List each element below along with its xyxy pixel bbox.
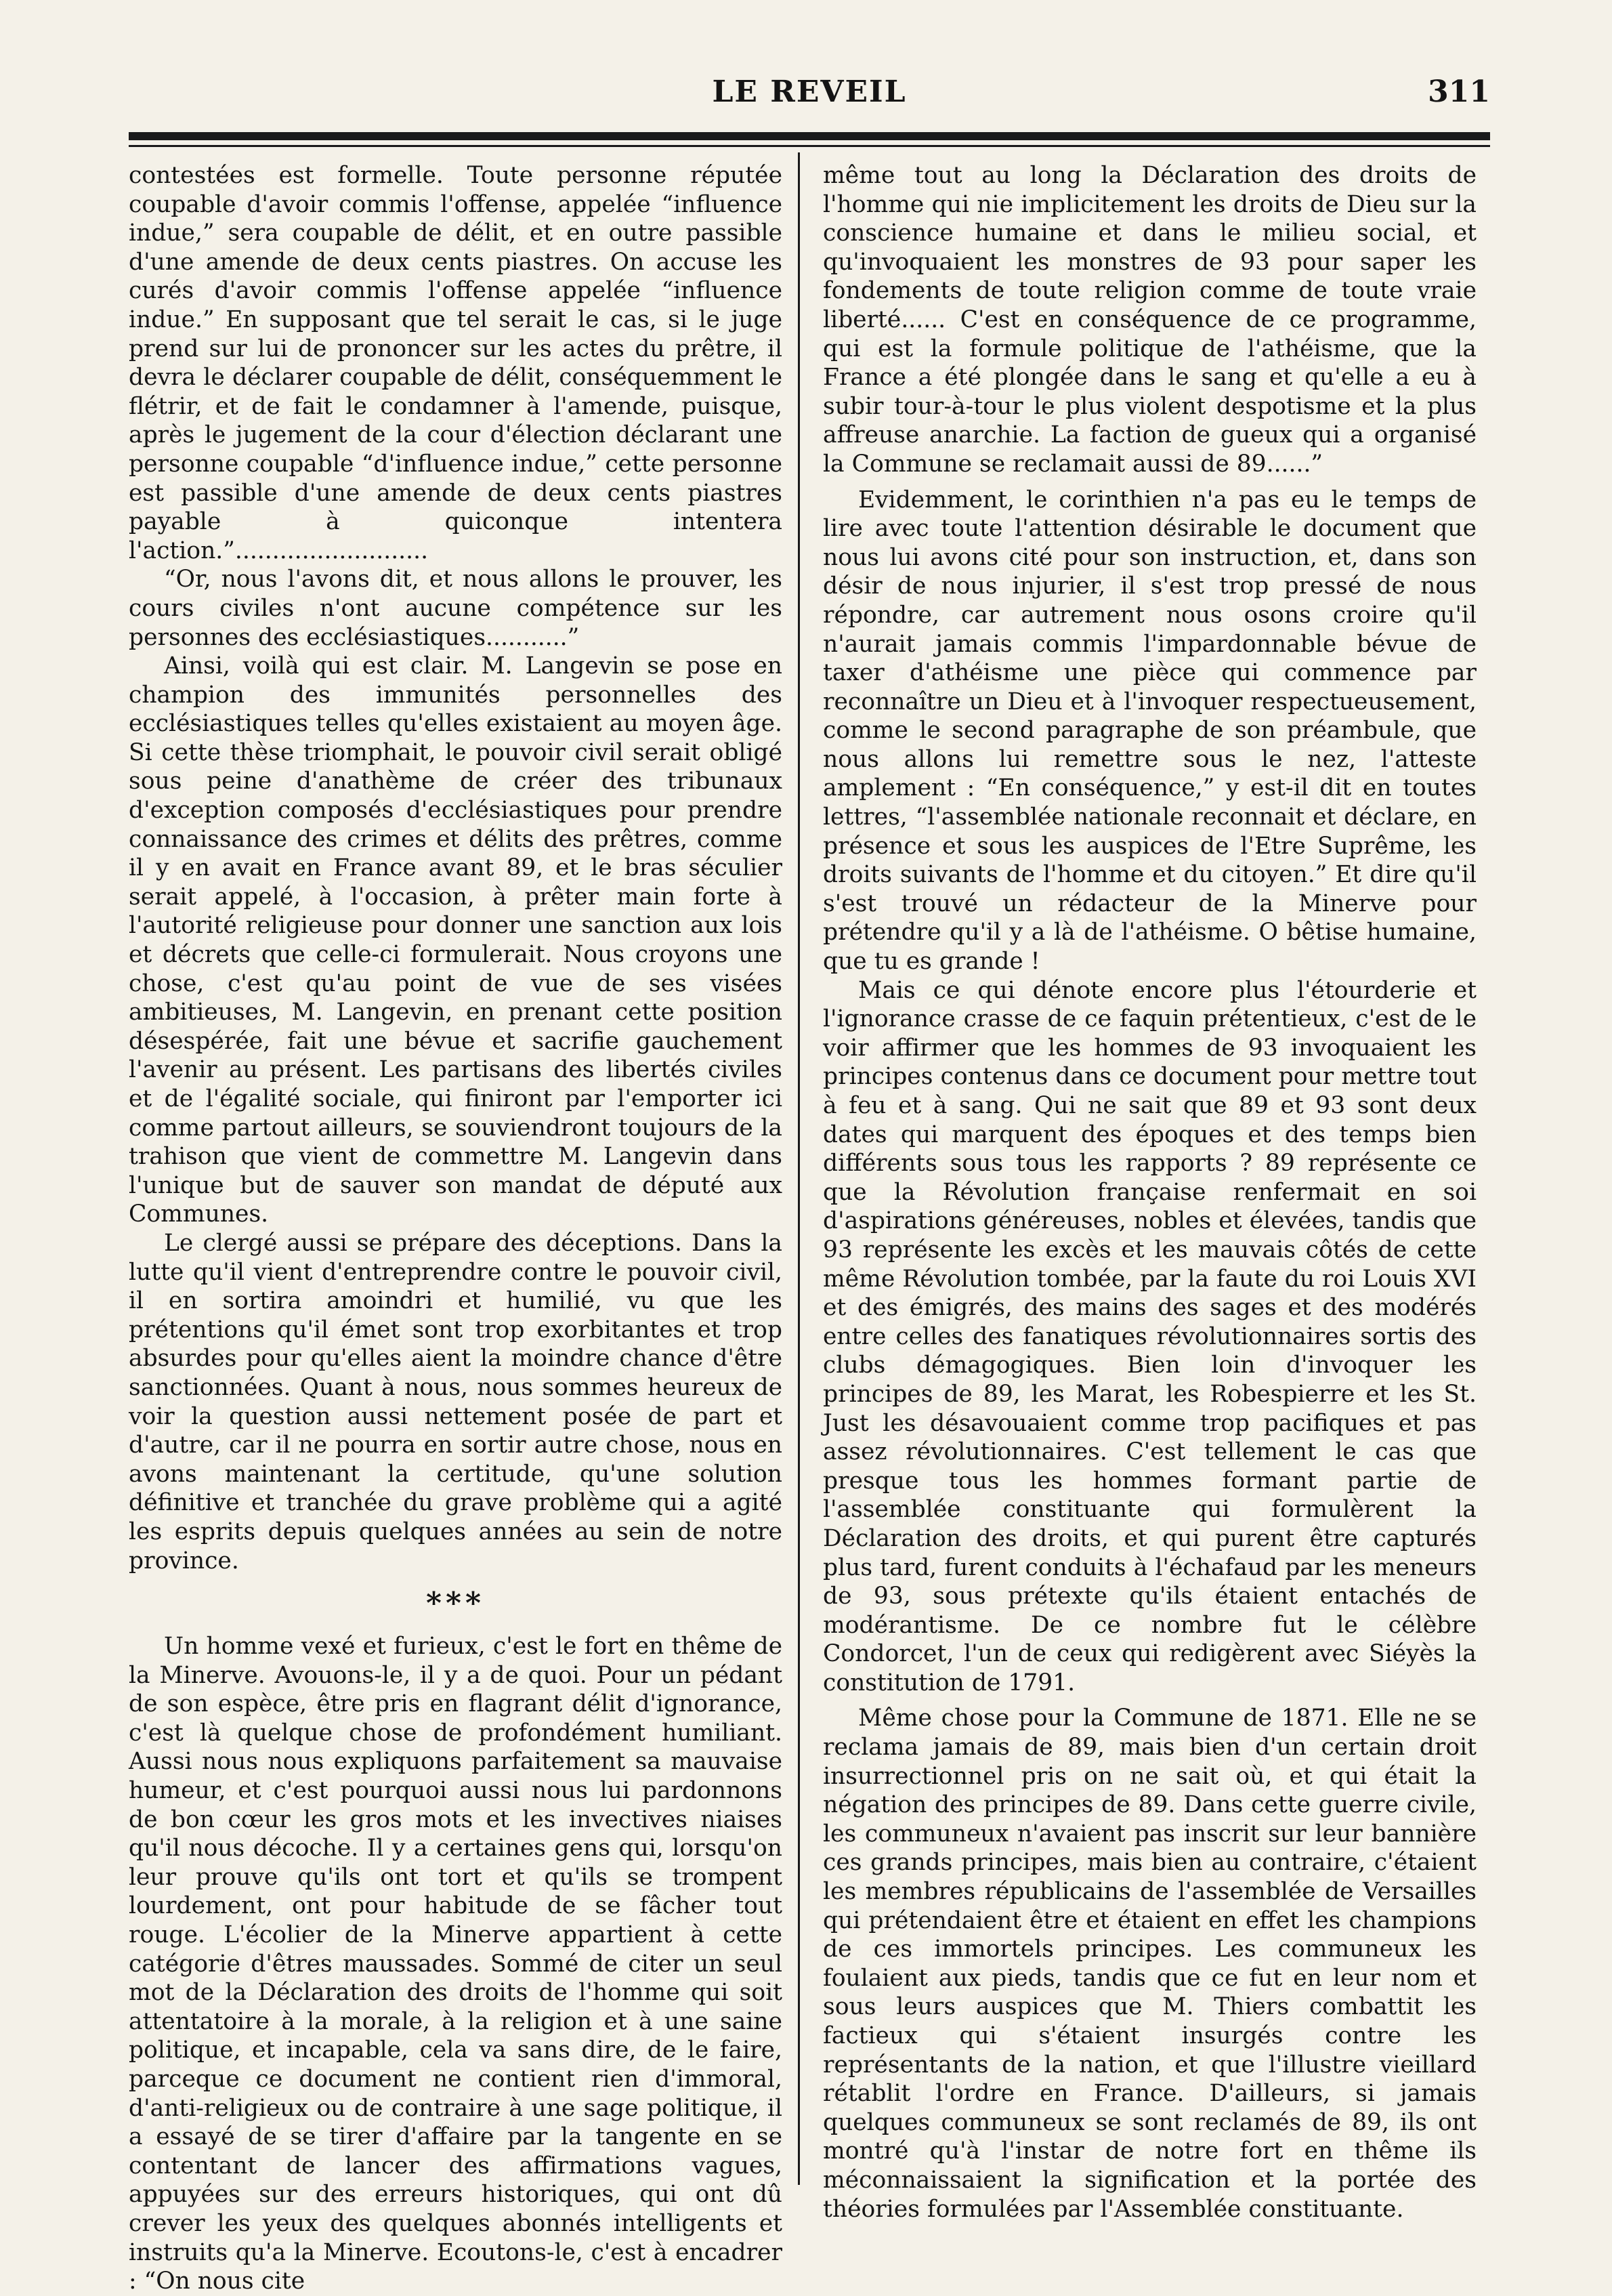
running-title: LE REVEIL xyxy=(712,75,907,109)
paragraph: Ainsi, voilà qui est clair. M. Langevin se pose en champion des immunités personnelles des ecclésiastiques telles qu'elles existaient au moyen âge. Si cette thèse triomphait, le pouvoir civil serait obligé sous peine d'anathème de créer des tribunaux d'exception composés d'ecclésiastiques pour prendre connaissance des crimes et délits des prêtres, comme il y en avait en France avant 89, et le bras séculier serait appelé, à l'occasion, à prêter main forte à l'autorité religieuse pour donner une sanction aux lois et décrets que celle-ci formulerait. Nous croyons une chose, c'est qu'au point de vue de ses visées ambitieuses, M. Langevin, en prenant cette position désespérée, fait une bévue et sacrifie gauchement l'avenir au présent. Les partisans des libertés civiles et de l'égalité sociale, qui finiront par l'emporter ici comme partout ailleurs, se souviendront toujours de la trahison que vient de commettre M. Langevin dans l'unique but de sauver son mandat de député aux Communes. xyxy=(129,652,782,1228)
header-rule-thin xyxy=(129,145,1490,147)
paragraph: Le clergé aussi se prépare des déceptions. Dans la lutte qu'il vient d'entreprendre contre le pouvoir civil, il en sortira amoindri et humilié, vu que les prétentions qu'il émet sont trop exorbitantes et trop absurdes pour qu'elles aient la moindre chance d'être sanctionnées. Quant à nous, nous sommes heureux de voir la question aussi nettement posée de part et d'autre, car il ne pourra en sortir autre chose, nous en avons maintenant la certitude, qu'une solution définitive et tranchée du grave problème qui a agité les esprits depuis quelques années au sein de notre province. xyxy=(129,1229,782,1574)
paragraph: Evidemment, le corinthien n'a pas eu le temps de lire avec toute l'attention désirable le document que nous lui avons cité pour son instruction, et, dans son désir de nous injurier, il s'est trop pressé de nous répondre, car autrement nous osons croire qu'il n'aurait jamais commis l'impardonnable bévue de taxer d'athéisme une pièce qui commence par reconnaître un Dieu et à l'invoquer respectueusement, comme le second paragraphe de son préambule, que nous allons lui remettre sous le nez, l'atteste amplement : “En conséquence,” y est-il dit en toutes lettres, “l'assemblée nationale reconnait et déclare, en présence et sous les auspices de l'Etre Suprême, les droits suivants de l'homme et du citoyen.” Et dire qu'il s'est trouvé un rédacteur de la Minerve pour prétendre qu'il y a là de l'athéisme. O bêtise humaine, que tu es grande ! xyxy=(823,486,1477,976)
paragraph: Même chose pour la Commune de 1871. Elle ne se reclama jamais de 89, mais bien d'un certain droit insurrectionnel pris on ne sait où, et qui était la négation des principes de 89. Dans cette guerre civile, les communeux n'avaient pas inscrit sur leur bannière ces grands principes, mais bien au contraire, c'étaient les membres républicains de l'assemblée de Versailles qui prétendaient être et étaient en effet les champions de ces immortels principes. Les communeux les foulaient aux pieds, tandis que ce fut en leur nom et sous leurs auspices que M. Thiers combattit les factieux qui s'étaient insurgés contre les représentants de la nation, et que l'illustre vieillard rétablit l'ordre en France. D'ailleurs, si jamais quelques communeux se sont reclamés de 89, ils ont montré qu'à l'instar de notre fort en thême ils méconnaissaient la signification et la portée des théories formulées par l'Assemblée constituante. xyxy=(823,1705,1477,2223)
header-rule-thick xyxy=(129,132,1490,140)
right-column xyxy=(823,161,1477,2223)
paragraph: Un homme vexé et furieux, c'est le fort en thême de la Minerve. Avouons-le, il y a de quoi. Pour un pédant de son espèce, être pris en flagrant délit d'ignorance, c'est là quelque chose de profondément humiliant. Aussi nous nous expliquons parfaitement sa mauvaise humeur, et c'est pourquoi aussi nous lui pardonnons de bon cœur les gros mots et les invectives niaises qu'il nous décoche. Il y a certaines gens qui, lorsqu'on leur prouve qu'ils ont tort et qu'ils se trompent lourdement, ont pour habitude de se fâcher tout rouge. L'écolier de la Minerve appartient à cette catégorie d'êtres maussades. Sommé de citer un seul mot de la Déclaration des droits de l'homme qui soit attentatoire à la morale, à la religion et à une saine politique, et incapable, cela va sans dire, de le faire, parceque ce document ne contient rien d'immoral, d'anti-religieux ou de contraire à une sage politique, il a essayé de se tirer d'affaire par la tangente en se contentant de lancer des affirmations vagues, appuyées sur des erreurs historiques, qui ont dû crever les yeux des quelques abonnés intelligents et instruits qu'a la Minerve. Ecoutons-le, c'est à encadrer : “On nous cite xyxy=(129,1633,782,2295)
paragraph: “Or, nous l'avons dit, et nous allons le prouver, les cours civiles n'ont aucune compétence sur les personnes des ecclésiastiques...........” xyxy=(129,566,782,651)
page-header xyxy=(129,75,1490,135)
page-number: 311 xyxy=(1428,75,1490,109)
section-asterism: *** xyxy=(425,1586,486,1621)
column-divider xyxy=(798,152,800,2185)
paragraph: contestées est formelle. Toute personne réputée coupable d'avoir commis l'offense, appelée “influence indue,” sera coupable de délit, et en outre passible d'une amende de deux cents piastres. On accuse les curés d'avoir commis l'offense appelée “influence indue.” En supposant que tel serait le cas, si le juge prend sur lui de prononcer sur les actes du prêtre, il devra le déclarer coupable de délit, conséquemment le flétrir, et de fait le condamner à l'amende, puisque, après le jugement de la cour d'élection déclarant une personne coupable “d'influence indue,” cette personne est passible d'une amende de deux cents piastres payable à quiconque intentera l'action.”.......................... xyxy=(129,162,782,564)
paragraph: Mais ce qui dénote encore plus l'étourderie et l'ignorance crasse de ce faquin prétentieux, c'est de le voir affirmer que les hommes de 93 invoquaient les principes contenus dans ce document pour mettre tout à feu et à sang. Qui ne sait que 89 et 93 sont deux dates qui marquent des époques et des temps bien différents sous tous les rapports ? 89 représente ce que la Révolution française renfermait en soi d'aspirations généreuses, nobles et élevées, tandis que 93 représente les excès et les mauvais côtés de cette même Révolution tombée, par la faute du roi Louis XVI et des émigrés, des mains des sages et des modérés entre celles des fanatiques révolutionnaires sortis des clubs démagogiques. Bien loin d'invoquer les principes de 89, les Marat, les Robespierre et les St. Just les désavouaient comme trop pacifiques et pas assez révolutionnaires. C'est tellement le cas que presque tous les hommes formant partie de l'assemblée constituante qui formulèrent la Déclaration des droits, et qui purent être capturés plus tard, furent conduits à l'échafaud par les meneurs de 93, sous prétexte qu'ils étaient entachés de modérantisme. De ce nombre fut le célèbre Condorcet, l'un de ceux qui redigèrent avec Siéyès la constitution de 1791. xyxy=(823,976,1477,1696)
paragraph: même tout au long la Déclaration des droits de l'homme qui nie implicitement les droits de Dieu sur la conscience humaine et dans le milieu social, et qu'invoquaient les monstres de 93 pour saper les fondements de toute religion comme de toute vraie liberté...... C'est en conséquence de ce programme, qui est la formule politique de l'athéisme, que la France a été plongée dans le sang et qu'elle a eu à subir tour-à-tour le plus violent despotisme et la plus affreuse anarchie. La faction de gueux qui a organisé la Commune se reclamait aussi de 89......” xyxy=(823,162,1477,478)
left-column xyxy=(129,161,782,2295)
